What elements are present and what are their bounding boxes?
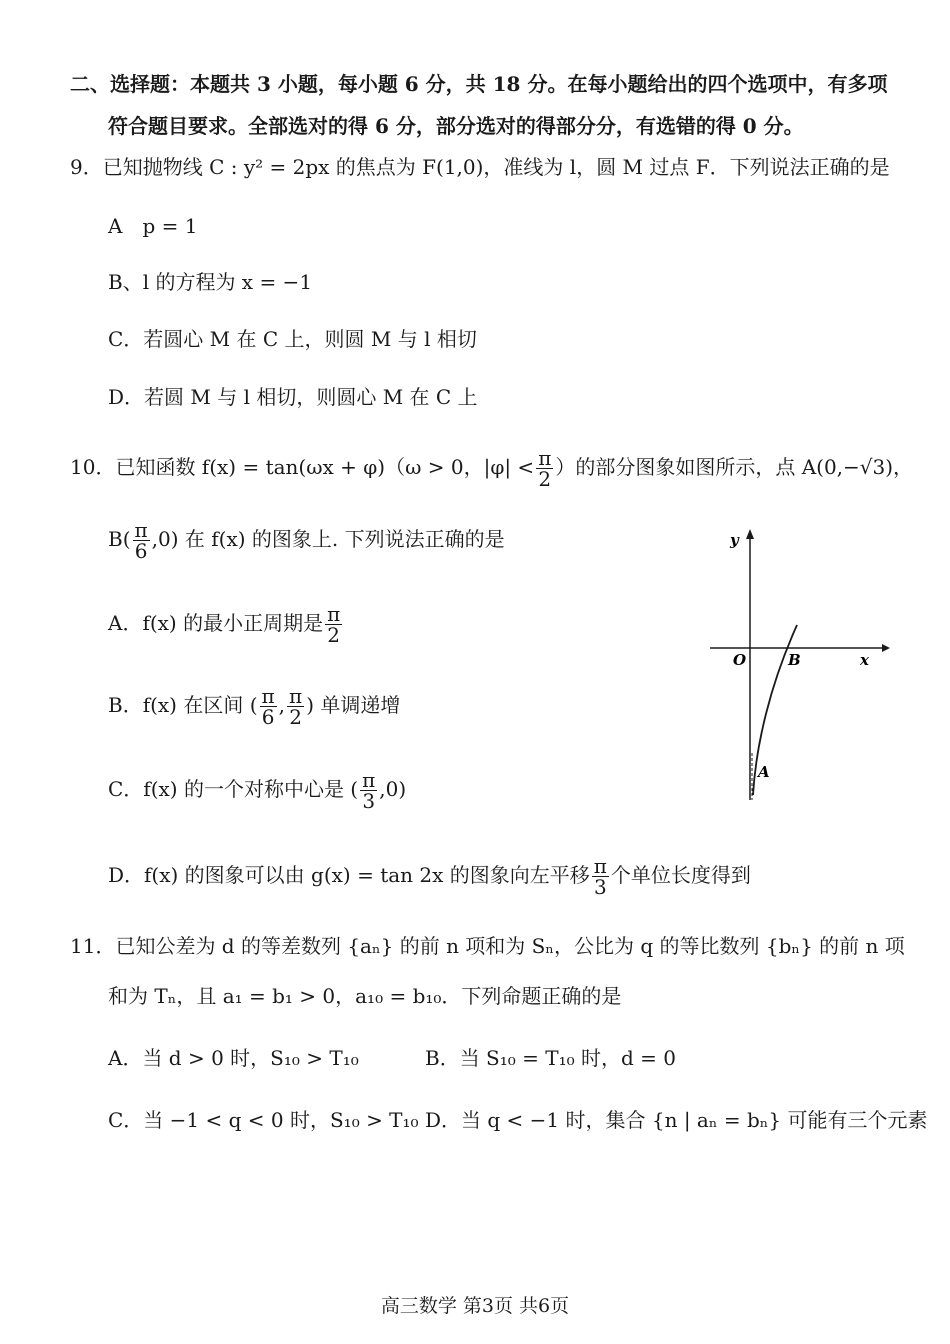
q10-d-text2: 个单位长度得到 [610, 863, 751, 887]
q11-option-c: C．当 −1 < q < 0 时，S₁₀ > T₁₀ [108, 1108, 419, 1132]
q10-option-a [108, 604, 344, 645]
q10-stem-frac-den: 2 [538, 467, 552, 491]
q10-graph-x-label: x [860, 651, 869, 669]
q10-option-b: B．f(x) 在区间 ( $\frac{\pi}{6}$ , $\frac{\pi}{2}$ ) 单调递增 [108, 684, 401, 729]
q10-d-text1: D．f(x) 的图象可以由 g(x) = tan 2x 的图象向左平移 [108, 863, 590, 887]
q10-graph [700, 525, 890, 805]
q10-line2-part2: ,0) 在 f(x) 的图象上. 下列说法正确的是 [151, 527, 505, 551]
q10-line2-part1: B( [108, 527, 131, 551]
q9-stem: 9．已知抛物线 C : y² = 2px 的焦点为 F(1,0)，准线为 l，圆 M 过点 F．下列说法正确的是 [70, 155, 890, 179]
page-footer: 高三数学 第3页 共6页 [380, 1295, 570, 1317]
q10-c-text2: ,0) [379, 777, 407, 801]
q9-option-a: A p = 1 [108, 214, 198, 238]
q10-graph-y-label: y [730, 531, 739, 549]
q10-c-text1: C．f(x) 的一个对称中心是 ( [108, 777, 359, 801]
q11-stem-line1: 11．已知公差为 d 的等差数列 {aₙ} 的前 n 项和为 Sₙ，公比为 q 的等比数列 {bₙ} 的前 n 项 [70, 934, 905, 958]
q10-a-text: A．f(x) 的最小正周期是 [108, 611, 324, 635]
q10-stem-fraction [536, 448, 553, 489]
section-header-line1: 二、选择题：本题共 3 小题，每小题 6 分，共 18 分。在每小题给出的四个选项中，有多项 [70, 72, 888, 96]
q10-b-frac1-den: 6 [261, 705, 275, 729]
q11-option-a: A．当 d > 0 时，S₁₀ > T₁₀ [108, 1046, 359, 1070]
q11-stem-line2: 和为 Tₙ，且 a₁ = b₁ > 0，a₁₀ = b₁₀．下列命题正确的是 [108, 984, 622, 1008]
section-header-line2: 符合题目要求。全部选对的得 6 分，部分选对的得部分分，有选错的得 0 分。 [108, 114, 804, 138]
q10-stem-line2 [108, 520, 505, 561]
q10-line2-fraction [133, 520, 150, 561]
q9-option-c: C．若圆心 M 在 C 上，则圆 M 与 l 相切 [108, 327, 477, 351]
q10-b-fraction2 [287, 686, 304, 727]
q10-a-frac-num: π [327, 602, 341, 626]
q9-option-d: D．若圆 M 与 l 相切，则圆心 M 在 C 上 [108, 385, 478, 409]
q10-stem-frac-num: π [538, 446, 552, 470]
q10-b-frac1-num: π [261, 684, 275, 708]
q10-b-fraction1 [260, 686, 277, 727]
q10-d-frac-num: π [593, 854, 607, 878]
q10-d-frac-den: 3 [593, 875, 607, 899]
q10-graph-point-a-label: A [758, 763, 770, 781]
q10-d-fraction [592, 856, 609, 897]
q10-b-text2: ) 单调递增 [306, 693, 401, 717]
q11-option-b: B．当 S₁₀ = T₁₀ 时，d = 0 [425, 1046, 676, 1070]
q9-option-b: B、l 的方程为 x = −1 [108, 270, 313, 294]
q10-b-text1: B．f(x) 在区间 ( [108, 693, 258, 717]
q10-graph-x-arrow [882, 644, 890, 652]
q10-line2-frac-den: 6 [134, 539, 148, 563]
q10-b-frac2-den: 2 [289, 705, 302, 729]
q10-c-frac-num: π [362, 768, 376, 792]
q10-c-fraction [360, 770, 377, 811]
q10-b-frac2-num: π [289, 684, 303, 708]
q10-graph-origin-label: O [733, 651, 747, 669]
q10-option-d [108, 856, 751, 897]
q10-stem [70, 448, 913, 489]
q11-option-d: D．当 q < −1 时，集合 {n | aₙ = bₙ} 可能有三个元素 [425, 1108, 928, 1132]
q10-graph-y-arrow [746, 529, 754, 539]
q10-option-c [108, 770, 406, 811]
q10-graph-point-b-label: B [788, 651, 801, 669]
q10-c-frac-den: 3 [362, 789, 376, 813]
q10-a-fraction [325, 604, 342, 645]
q10-stem-part2: ）的部分图象如图所示，点 A(0,−√3)， [555, 455, 914, 479]
q10-line2-frac-num: π [134, 518, 148, 542]
q10-a-frac-den: 2 [327, 623, 341, 647]
q10-stem-part1: 10．已知函数 f(x) = tan(ωx + φ)（ω > 0，|φ| < [70, 455, 535, 479]
